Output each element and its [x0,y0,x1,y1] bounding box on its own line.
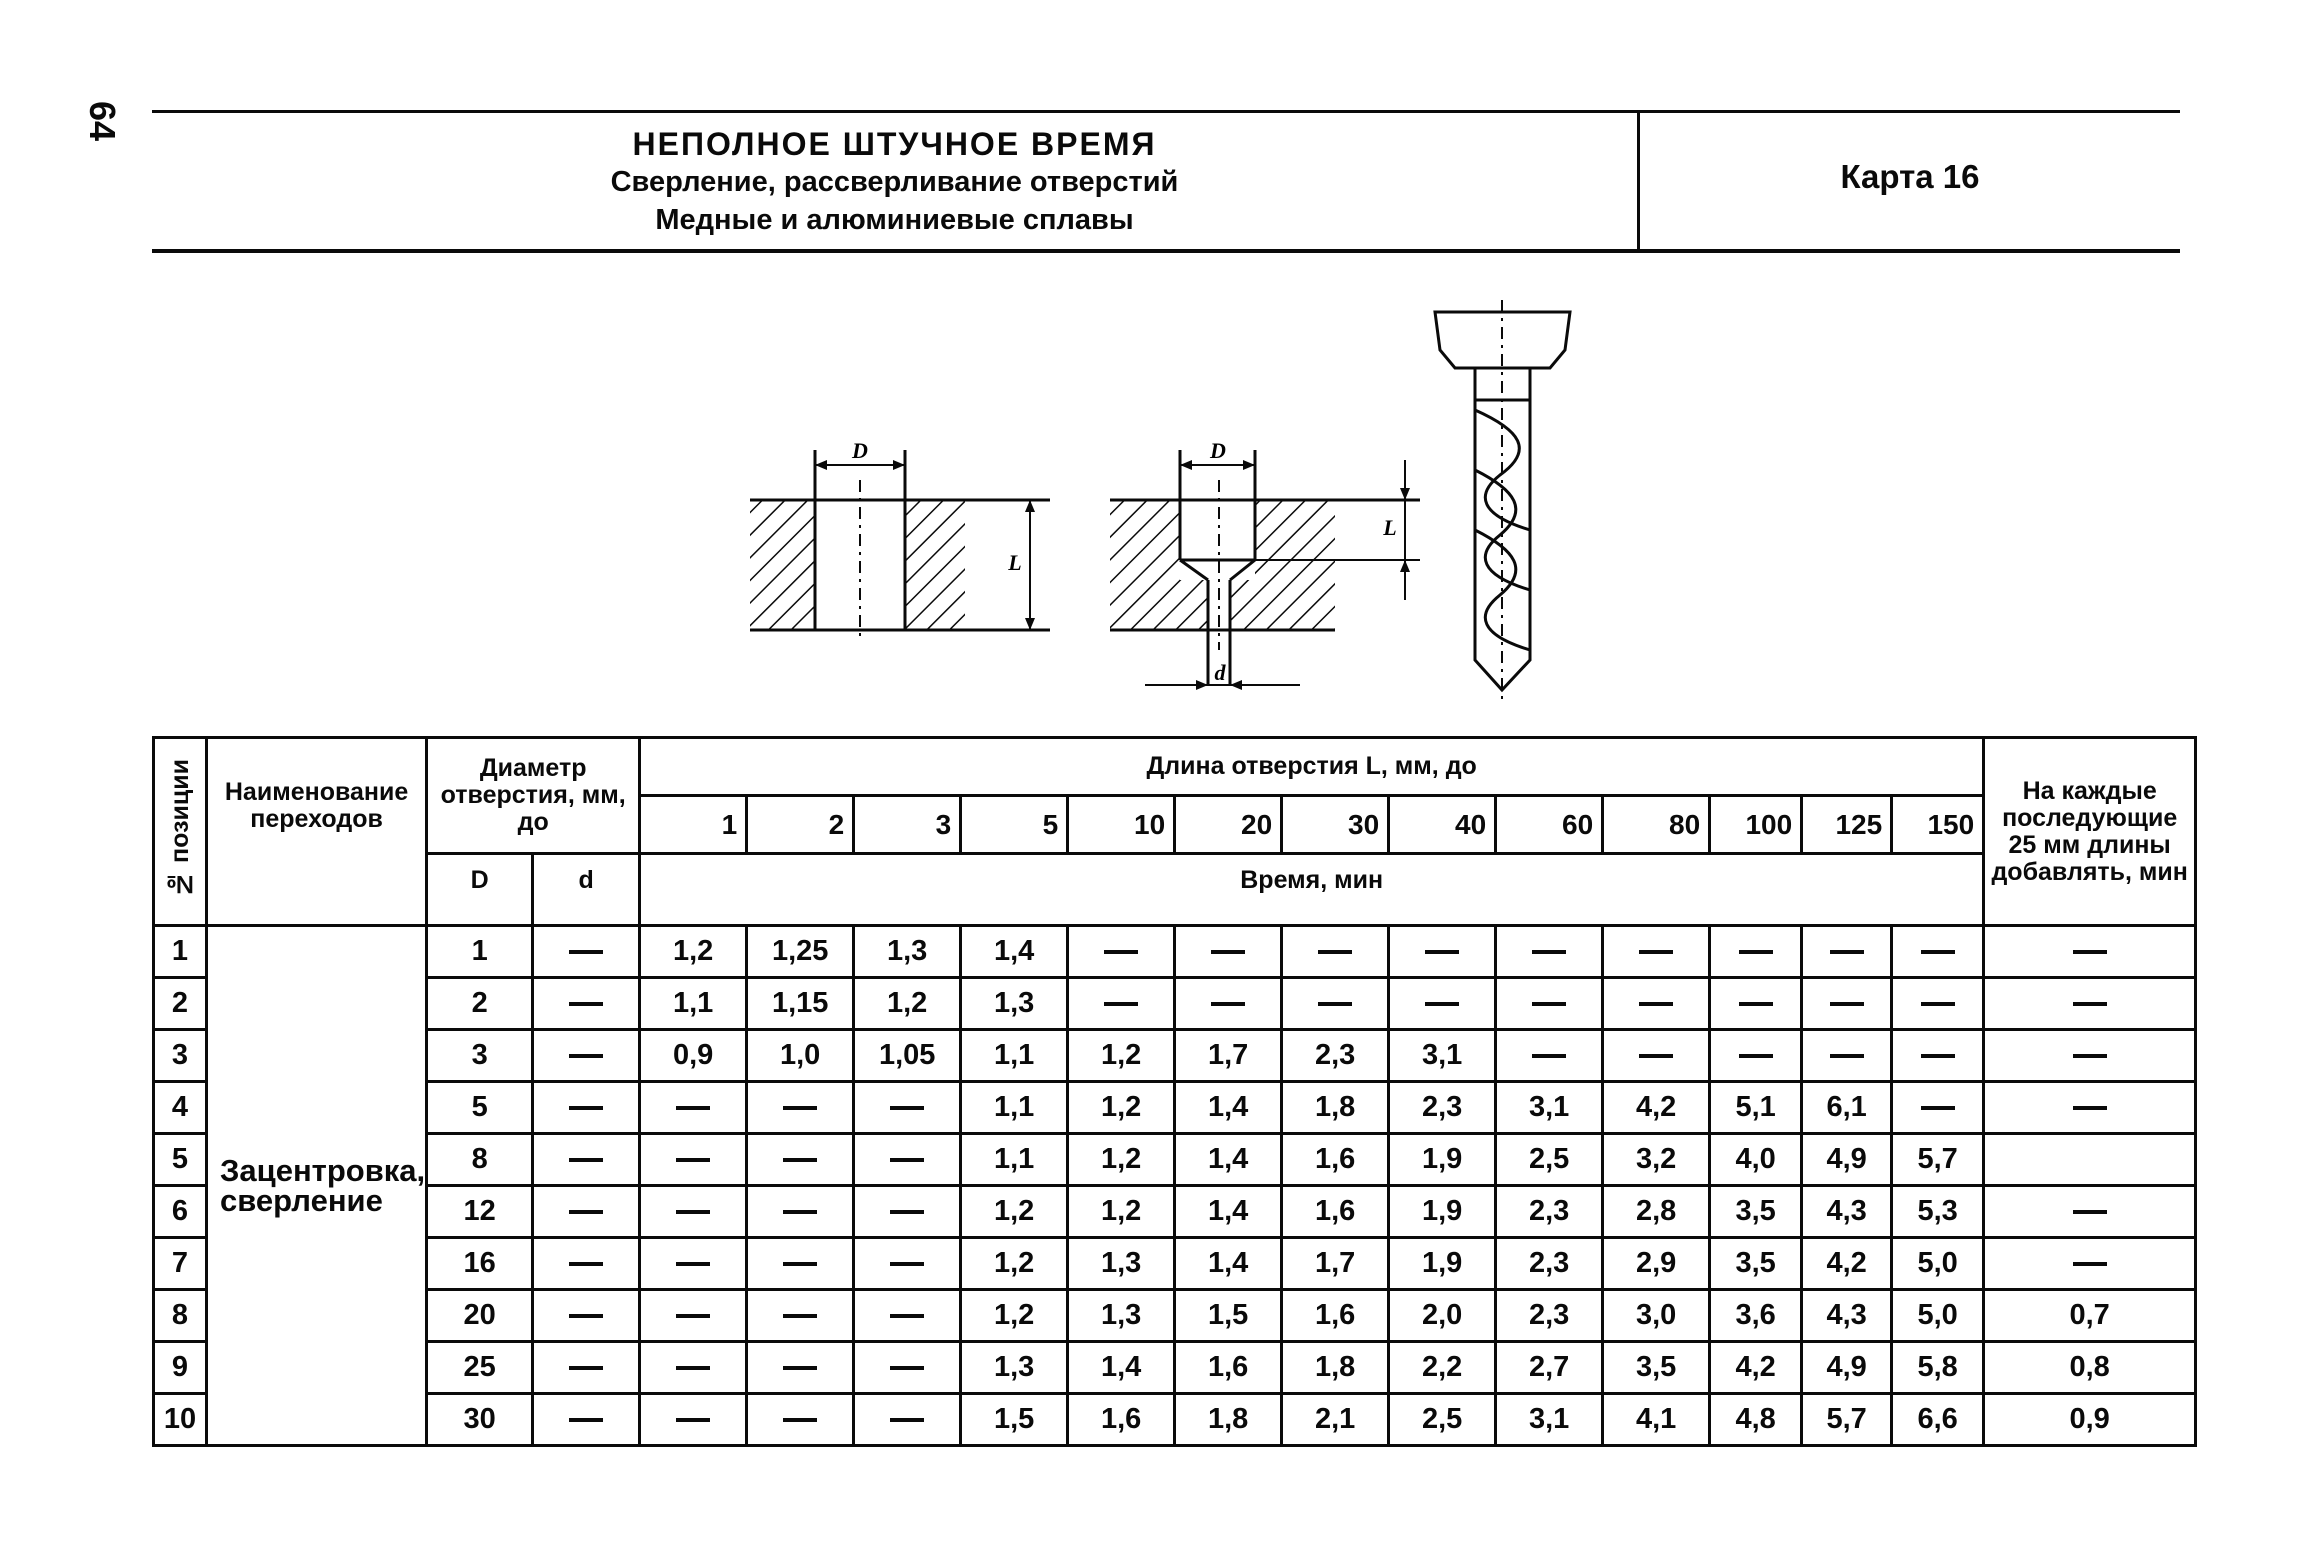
time-value-cell: 2,3 [1496,1290,1603,1342]
time-value-cell: 5,1 [1710,1082,1802,1134]
length-header-cell: 20 [1175,796,1282,854]
time-value-cell: 1,6 [1282,1290,1389,1342]
diameter-D-cell: 5 [427,1082,533,1134]
length-header-cell: 1 [640,796,747,854]
length-header-cell: 125 [1802,796,1892,854]
table-row [154,1394,2196,1446]
time-value-cell: 1,2 [854,978,961,1030]
dash-mark [569,1002,603,1006]
stepped-hole-sketch [1110,438,1420,690]
dash-mark [2073,1054,2107,1058]
dash-mark [1921,1106,1955,1110]
time-value-cell: 1,0 [747,1030,854,1082]
position-cell: 8 [154,1290,207,1342]
time-value-cell: 1,2 [1068,1030,1175,1082]
time-value-cell: 1,1 [961,1134,1068,1186]
dash-mark [1211,950,1245,954]
time-value-cell: 1,3 [961,1342,1068,1394]
time-value-cell: 2,0 [1389,1290,1496,1342]
label-d: d [1214,660,1226,685]
table-row [154,1134,2196,1186]
time-value-cell [640,1342,747,1394]
label-L-1: L [1008,550,1022,575]
operation-name-cell: Зацентровка, сверление [207,926,427,1446]
dash-mark [2073,1262,2107,1266]
table-row [154,1082,2196,1134]
dash-mark [1532,1054,1566,1058]
time-value-cell: 1,2 [1068,1082,1175,1134]
dash-mark [569,1210,603,1214]
col-name-header: Наименование переходов [207,738,427,926]
dash-mark [676,1314,710,1318]
time-value-cell: 3,5 [1710,1186,1802,1238]
dash-mark [1830,950,1864,954]
length-header-cell: 80 [1603,796,1710,854]
time-value-cell: 1,8 [1175,1394,1282,1446]
label-L-2: L [1383,515,1397,540]
time-value-cell: 1,5 [961,1394,1068,1446]
table-row [154,1290,2196,1342]
dash-mark [783,1314,817,1318]
time-value-cell [1710,926,1802,978]
dash-mark [890,1314,924,1318]
time-value-cell: 1,15 [747,978,854,1030]
dash-mark [783,1158,817,1162]
time-value-cell: 2,3 [1389,1082,1496,1134]
time-value-cell: 5,8 [1892,1342,1984,1394]
time-norms-table [152,736,2197,1447]
page-subtitle: Сверление, рассверливание отверстий [610,166,1179,198]
label-D-1: D [852,438,868,463]
position-cell: 5 [154,1134,207,1186]
dash-mark [569,950,603,954]
time-value-cell: 4,3 [1802,1186,1892,1238]
position-cell: 6 [154,1186,207,1238]
dash-mark [2073,1002,2107,1006]
dash-mark [1639,1054,1673,1058]
time-value-cell: 5,7 [1802,1394,1892,1446]
time-value-cell [747,1394,854,1446]
time-value-cell [1282,978,1389,1030]
length-header-cell: 30 [1282,796,1389,854]
time-value-cell [747,1342,854,1394]
diameter-d-cell [533,1342,640,1394]
time-value-cell: 3,1 [1496,1394,1603,1446]
dash-mark [890,1366,924,1370]
time-value-cell [640,1082,747,1134]
time-value-cell: 1,6 [1175,1342,1282,1394]
time-value-cell: 1,6 [1282,1186,1389,1238]
dash-mark [569,1262,603,1266]
diameter-D-cell: 12 [427,1186,533,1238]
extra-time-cell [1984,1186,2196,1238]
length-header-cell: 60 [1496,796,1603,854]
time-value-cell: 1,3 [1068,1238,1175,1290]
position-cell: 9 [154,1342,207,1394]
time-value-cell [1389,978,1496,1030]
length-header-cell: 100 [1710,796,1802,854]
time-value-cell: 4,3 [1802,1290,1892,1342]
time-value-cell: 1,5 [1175,1290,1282,1342]
time-value-cell [1892,926,1984,978]
time-value-cell [854,1238,961,1290]
dash-mark [783,1418,817,1422]
diameter-d-cell [533,1238,640,1290]
col-time-header: Время, мин [640,854,1984,926]
time-value-cell: 5,7 [1892,1134,1984,1186]
time-value-cell: 1,2 [1068,1186,1175,1238]
time-value-cell: 2,1 [1282,1394,1389,1446]
extra-time-cell [1984,1082,2196,1134]
diameter-d-cell [533,1186,640,1238]
dash-mark [1211,1002,1245,1006]
time-value-cell [1282,926,1389,978]
time-value-cell: 1,05 [854,1030,961,1082]
diameter-D-cell: 20 [427,1290,533,1342]
page-title: НЕПОЛНОЕ ШТУЧНОЕ ВРЕМЯ [632,126,1157,162]
dash-mark [1830,1002,1864,1006]
time-value-cell: 2,5 [1389,1394,1496,1446]
position-cell: 10 [154,1394,207,1446]
position-cell: 3 [154,1030,207,1082]
header-title-block [152,125,1637,239]
time-value-cell: 1,3 [1068,1290,1175,1342]
dash-mark [890,1106,924,1110]
dash-mark [890,1158,924,1162]
time-value-cell: 4,9 [1802,1342,1892,1394]
table-row [154,926,2196,978]
dash-mark [1830,1054,1864,1058]
dash-mark [569,1106,603,1110]
time-value-cell: 2,3 [1282,1030,1389,1082]
time-value-cell: 1,7 [1175,1030,1282,1082]
length-header-cell: 40 [1389,796,1496,854]
dash-mark [569,1366,603,1370]
dash-mark [890,1210,924,1214]
table-row [154,978,2196,1030]
time-value-cell [1496,978,1603,1030]
dash-mark [1921,950,1955,954]
dash-mark [1532,1002,1566,1006]
time-value-cell: 6,1 [1802,1082,1892,1134]
time-value-cell: 2,5 [1496,1134,1603,1186]
time-value-cell: 1,25 [747,926,854,978]
dash-mark [890,1262,924,1266]
dash-mark [1532,950,1566,954]
drill-diagram [700,290,1600,710]
dash-mark [1739,950,1773,954]
time-value-cell [1175,978,1282,1030]
time-value-cell [1496,1030,1603,1082]
time-value-cell: 5,0 [1892,1238,1984,1290]
time-value-cell: 1,2 [961,1186,1068,1238]
extra-time-cell [1984,1238,2196,1290]
time-value-cell: 1,2 [640,926,747,978]
diameter-d-cell [533,978,640,1030]
length-header-cell: 3 [854,796,961,854]
extra-time-cell: 0,9 [1984,1394,2196,1446]
dash-mark [676,1366,710,1370]
time-value-cell [640,1186,747,1238]
time-value-cell: 4,2 [1710,1342,1802,1394]
time-value-cell [747,1238,854,1290]
dash-mark [1921,1054,1955,1058]
time-value-cell [747,1186,854,1238]
time-value-cell: 1,1 [961,1082,1068,1134]
page-subtitle-2: Медные и алюминиевые сплавы [655,204,1134,236]
time-value-cell: 1,8 [1282,1082,1389,1134]
time-value-cell: 1,4 [1175,1186,1282,1238]
dash-mark [1425,1002,1459,1006]
time-value-cell [747,1134,854,1186]
diameter-D-cell: 16 [427,1238,533,1290]
label-D-2: D [1210,438,1226,463]
diameter-D-cell: 25 [427,1342,533,1394]
header-bottom-rule [152,249,2180,253]
page-number: 64 [82,100,124,142]
time-value-cell: 1,3 [854,926,961,978]
dash-mark [676,1210,710,1214]
time-value-cell: 1,9 [1389,1134,1496,1186]
dash-mark [2073,1210,2107,1214]
time-value-cell: 2,2 [1389,1342,1496,1394]
time-value-cell: 0,9 [640,1030,747,1082]
time-value-cell: 1,8 [1282,1342,1389,1394]
time-value-cell [1603,978,1710,1030]
time-value-cell [1892,1030,1984,1082]
dash-mark [1639,950,1673,954]
time-value-cell [854,1290,961,1342]
time-value-cell [1068,926,1175,978]
col-length-header: Длина отверстия L, мм, до [640,738,1984,796]
table-body [154,926,2196,1446]
time-value-cell [1802,1030,1892,1082]
time-value-cell: 1,6 [1068,1394,1175,1446]
time-value-cell: 3,1 [1389,1030,1496,1082]
dash-mark [1739,1002,1773,1006]
dash-mark [783,1366,817,1370]
time-value-cell: 4,0 [1710,1134,1802,1186]
diameter-d-cell [533,1290,640,1342]
time-value-cell: 4,8 [1710,1394,1802,1446]
time-value-cell: 1,2 [1068,1134,1175,1186]
table-row [154,1030,2196,1082]
time-value-cell [854,1186,961,1238]
diameter-d-cell [533,1394,640,1446]
extra-time-cell: 0,8 [1984,1342,2196,1394]
time-value-cell: 2,7 [1496,1342,1603,1394]
time-value-cell [1603,926,1710,978]
col-d-header: d [533,854,640,926]
dash-mark [783,1262,817,1266]
time-value-cell: 4,2 [1802,1238,1892,1290]
length-header-cell: 5 [961,796,1068,854]
dash-mark [783,1106,817,1110]
dash-mark [569,1054,603,1058]
time-value-cell [854,1394,961,1446]
time-value-cell: 1,4 [1175,1238,1282,1290]
position-cell: 4 [154,1082,207,1134]
time-value-cell [640,1394,747,1446]
time-value-cell [1068,978,1175,1030]
time-value-cell: 1,9 [1389,1238,1496,1290]
time-value-cell: 1,4 [1175,1134,1282,1186]
dash-mark [890,1418,924,1422]
diameter-D-cell: 3 [427,1030,533,1082]
dash-mark [676,1418,710,1422]
dash-mark [676,1106,710,1110]
time-value-cell: 2,9 [1603,1238,1710,1290]
diameter-D-cell: 1 [427,926,533,978]
diameter-d-cell [533,1030,640,1082]
position-cell: 1 [154,926,207,978]
time-value-cell: 3,0 [1603,1290,1710,1342]
time-value-cell [854,1342,961,1394]
time-value-cell: 3,5 [1603,1342,1710,1394]
dash-mark [2073,1106,2107,1110]
time-value-cell [1802,926,1892,978]
extra-time-cell [1984,978,2196,1030]
extra-time-cell [1984,1134,2196,1186]
time-value-cell: 4,9 [1802,1134,1892,1186]
dash-mark [1739,1054,1773,1058]
col-extra-header: На каждые последующие 25 мм длины добавлять, мин [1984,738,2196,926]
time-value-cell: 1,1 [640,978,747,1030]
col-position-header: № позиции [154,738,207,926]
dash-mark [1104,950,1138,954]
time-value-cell [1892,978,1984,1030]
time-value-cell: 2,3 [1496,1186,1603,1238]
through-hole-sketch [750,438,1050,640]
diameter-d-cell [533,926,640,978]
time-value-cell: 1,1 [961,1030,1068,1082]
dash-mark [569,1158,603,1162]
dash-mark [569,1314,603,1318]
diameter-D-cell: 30 [427,1394,533,1446]
dash-mark [2073,950,2107,954]
time-value-cell [747,1290,854,1342]
dash-mark [569,1418,603,1422]
time-value-cell: 5,0 [1892,1290,1984,1342]
extra-time-cell [1984,1030,2196,1082]
dash-mark [676,1262,710,1266]
length-header-cell: 2 [747,796,854,854]
diameter-D-cell: 8 [427,1134,533,1186]
table-row [154,1342,2196,1394]
time-value-cell [854,1082,961,1134]
length-header-cell: 150 [1892,796,1984,854]
time-value-cell: 4,1 [1603,1394,1710,1446]
time-value-cell: 2,8 [1603,1186,1710,1238]
time-value-cell: 3,2 [1603,1134,1710,1186]
time-value-cell: 1,2 [961,1290,1068,1342]
time-value-cell: 1,2 [961,1238,1068,1290]
time-value-cell: 3,1 [1496,1082,1603,1134]
time-value-cell [1389,926,1496,978]
header-top-rule [152,110,2180,113]
length-header-cell: 10 [1068,796,1175,854]
diameter-d-cell [533,1082,640,1134]
dash-mark [1639,1002,1673,1006]
time-value-cell: 1,4 [1068,1342,1175,1394]
extra-time-cell [1984,926,2196,978]
time-value-cell [747,1082,854,1134]
dash-mark [1921,1002,1955,1006]
time-value-cell [1802,978,1892,1030]
dash-mark [783,1210,817,1214]
time-value-cell [1892,1082,1984,1134]
time-value-cell: 5,3 [1892,1186,1984,1238]
time-value-cell: 2,3 [1496,1238,1603,1290]
time-value-cell: 6,6 [1892,1394,1984,1446]
card-number: Карта 16 [1840,158,1980,195]
extra-time-cell: 0,7 [1984,1290,2196,1342]
time-value-cell: 1,7 [1282,1238,1389,1290]
time-value-cell: 3,5 [1710,1238,1802,1290]
position-cell: 2 [154,978,207,1030]
time-value-cell [1710,1030,1802,1082]
col-diameter-header: Диаметр отверстия, мм, до [427,738,640,854]
time-value-cell [1710,978,1802,1030]
table-row [154,1186,2196,1238]
table-row [154,1238,2196,1290]
dash-mark [1318,1002,1352,1006]
col-D-header: D [427,854,533,926]
drill-bit-sketch [1435,300,1570,700]
time-value-cell [640,1290,747,1342]
position-cell: 7 [154,1238,207,1290]
dash-mark [1104,1002,1138,1006]
dash-mark [1425,950,1459,954]
time-value-cell: 1,9 [1389,1186,1496,1238]
time-value-cell [1175,926,1282,978]
time-value-cell: 1,3 [961,978,1068,1030]
time-value-cell: 4,2 [1603,1082,1710,1134]
time-value-cell: 1,6 [1282,1134,1389,1186]
dash-mark [676,1158,710,1162]
time-value-cell [1603,1030,1710,1082]
time-value-cell [1496,926,1603,978]
dash-mark [1318,950,1352,954]
time-value-cell [640,1134,747,1186]
time-value-cell [640,1238,747,1290]
time-value-cell [854,1134,961,1186]
time-value-cell: 1,4 [961,926,1068,978]
diameter-d-cell [533,1134,640,1186]
time-value-cell: 3,6 [1710,1290,1802,1342]
diameter-D-cell: 2 [427,978,533,1030]
time-value-cell: 1,4 [1175,1082,1282,1134]
